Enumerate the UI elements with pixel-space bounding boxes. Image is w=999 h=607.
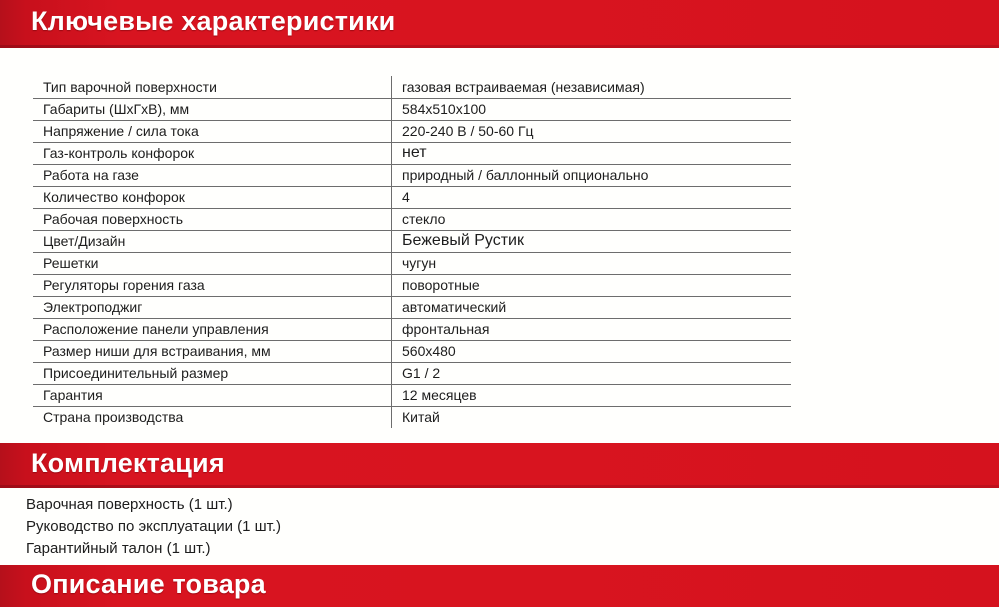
spec-value-cell: 584x510x100 bbox=[392, 98, 792, 120]
list-item: Руководство по эксплуатации (1 шт.) bbox=[26, 518, 282, 535]
spec-value-cell: стекло bbox=[392, 208, 792, 230]
table-row bbox=[33, 318, 791, 340]
spec-value-cell: 220-240 В / 50-60 Гц bbox=[392, 120, 792, 142]
section-title-features: Ключевые характеристики bbox=[31, 6, 396, 36]
spec-name-cell: Решетки bbox=[33, 252, 392, 274]
section-title-package: Комплектация bbox=[31, 448, 225, 478]
spec-name-cell: Габариты (ШхГхВ), мм bbox=[33, 98, 392, 120]
spec-name-cell: Страна производства bbox=[33, 406, 392, 428]
section-banner-features bbox=[0, 0, 999, 48]
spec-value-cell: природный / баллонный опционально bbox=[392, 164, 792, 186]
table-row bbox=[33, 98, 791, 120]
spec-value-cell: чугун bbox=[392, 252, 792, 274]
table-row bbox=[33, 384, 791, 406]
spec-name-cell: Электроподжиг bbox=[33, 296, 392, 318]
table-row bbox=[33, 76, 791, 98]
table-row bbox=[33, 406, 791, 428]
spec-name-cell: Количество конфорок bbox=[33, 186, 392, 208]
section-banner-description bbox=[0, 565, 999, 607]
list-item: Варочная поверхность (1 шт.) bbox=[26, 496, 233, 513]
table-row bbox=[33, 120, 791, 142]
table-row bbox=[33, 142, 791, 164]
spec-value-cell: Бежевый Рустик bbox=[392, 230, 792, 252]
table-row bbox=[33, 340, 791, 362]
spec-value-cell: газовая встраиваемая (независимая) bbox=[392, 76, 792, 98]
table-row bbox=[33, 230, 791, 252]
table-row bbox=[33, 252, 791, 274]
spec-name-cell: Газ-контроль конфорок bbox=[33, 142, 392, 164]
section-banner-package bbox=[0, 443, 999, 488]
table-row bbox=[33, 274, 791, 296]
spec-name-cell: Размер ниши для встраивания, мм bbox=[33, 340, 392, 362]
spec-value-cell: 4 bbox=[392, 186, 792, 208]
section-title-description: Описание товара bbox=[31, 569, 266, 599]
table-row bbox=[33, 186, 791, 208]
spec-value-cell: фронтальная bbox=[392, 318, 792, 340]
spec-name-cell: Тип варочной поверхности bbox=[33, 76, 392, 98]
list-item: Гарантийный талон (1 шт.) bbox=[26, 540, 211, 557]
table-row bbox=[33, 164, 791, 186]
spec-name-cell: Регуляторы горения газа bbox=[33, 274, 392, 296]
spec-name-cell: Расположение панели управления bbox=[33, 318, 392, 340]
package-contents-list bbox=[26, 494, 281, 560]
spec-name-cell: Гарантия bbox=[33, 384, 392, 406]
table-row bbox=[33, 362, 791, 384]
table-row bbox=[33, 208, 791, 230]
spec-name-cell: Цвет/Дизайн bbox=[33, 230, 392, 252]
spec-value-cell: поворотные bbox=[392, 274, 792, 296]
spec-name-cell: Рабочая поверхность bbox=[33, 208, 392, 230]
spec-value-cell: G1 / 2 bbox=[392, 362, 792, 384]
spec-value-cell: 12 месяцев bbox=[392, 384, 792, 406]
spec-name-cell: Напряжение / сила тока bbox=[33, 120, 392, 142]
spec-value-cell: нет bbox=[392, 142, 792, 164]
specifications-table bbox=[33, 76, 791, 428]
spec-value-cell: 560x480 bbox=[392, 340, 792, 362]
spec-name-cell: Присоединительный размер bbox=[33, 362, 392, 384]
spec-value-cell: Китай bbox=[402, 409, 440, 426]
spec-value-cell: автоматический bbox=[392, 296, 792, 318]
table-row bbox=[33, 296, 791, 318]
spec-name-cell: Работа на газе bbox=[33, 164, 392, 186]
